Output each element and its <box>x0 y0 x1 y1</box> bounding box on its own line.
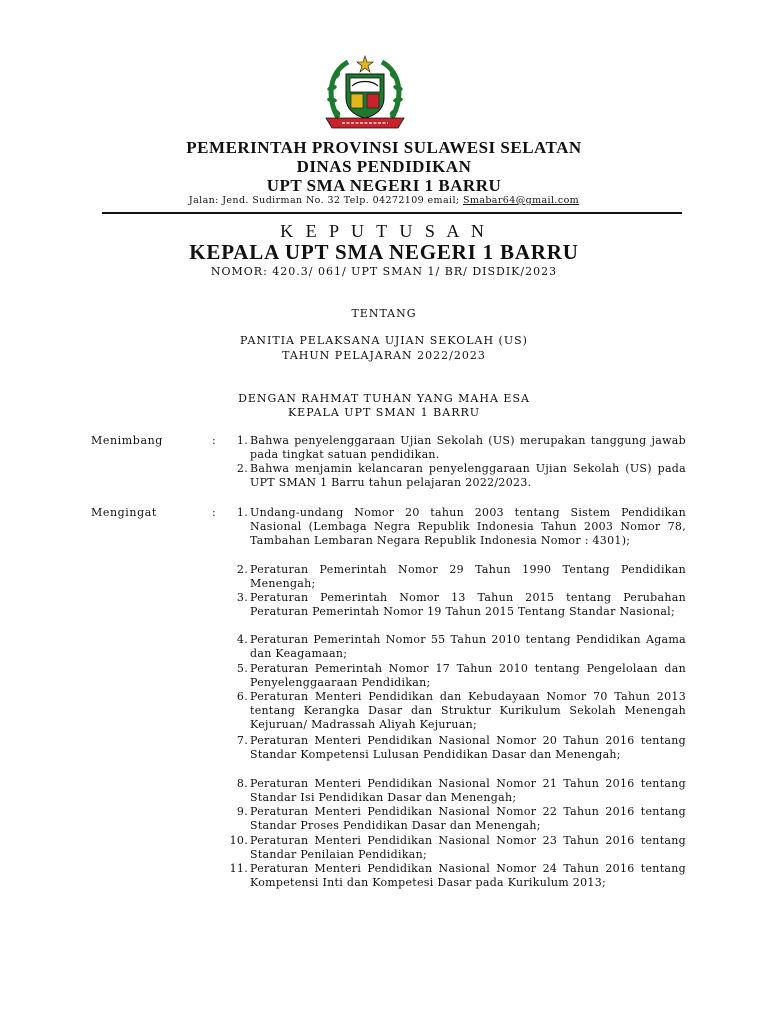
menimbang-item <box>212 434 686 462</box>
header-school: UPT SMA NEGERI 1 BARRU <box>266 176 502 195</box>
item-text: Peraturan Pemerintah Nomor 29 Tahun 1990 Tentang Pendidikan Menengah; <box>250 563 686 590</box>
item-text: Peraturan Menteri Pendidikan Nasional Nomor 22 Tahun 2016 tentang Standar Proses Pendidikan Dasar dan Menengah; <box>250 805 686 832</box>
item-text: Peraturan Menteri Pendidikan Nasional Nomor 24 Tahun 2016 tentang Kompetensi Inti dan Kompetesi Dasar pada Kurikulum 2013; <box>250 862 686 889</box>
item-number: 10. <box>229 834 248 847</box>
item-number: 8. <box>236 777 248 790</box>
item-number: 7. <box>236 734 248 747</box>
item-number: 2. <box>236 462 248 475</box>
email-link[interactable]: Smabar64@gmail.com <box>462 195 580 206</box>
item-number: 4. <box>236 633 248 646</box>
item-number: 9. <box>236 805 248 818</box>
header-address <box>0 195 768 206</box>
item-number: 1. <box>236 434 248 447</box>
item-text: Peraturan Pemerintah Nomor 55 Tahun 2010 tentang Pendidikan Agama dan Keagamaan; <box>250 633 686 660</box>
item-text: Peraturan Pemerintah Nomor 13 Tahun 2015 tentang Perubahan Peraturan Pemerintah Nomor 19 Tahun 2015 Tentang Standar Nasional; <box>250 591 686 618</box>
item-number: 6. <box>236 690 248 703</box>
item-text: Bahwa menjamin kelancaran penyelenggaraan Ujian Sekolah (US) pada UPT SMAN 1 Barru tahun pelajaran 2022/2023. <box>250 462 686 489</box>
item-number: 11. <box>229 862 248 875</box>
item-number: 1. <box>236 506 248 519</box>
decree-subject-line2: TAHUN PELAJARAN 2022/2023 <box>282 349 486 362</box>
item-text: Bahwa penyelenggaraan Ujian Sekolah (US) merupakan tanggung jawab pada tingkat satuan pendidikan. <box>250 434 686 461</box>
mengingat-colon: : <box>212 506 216 519</box>
item-text: Peraturan Menteri Pendidikan dan Kebudayaan Nomor 70 Tahun 2013 tentang Kerangka Dasar dan Struktur Kurikulum Sekolah Menengah Kejuruan/ Madrassah Aliyah Kejuruan; <box>250 690 686 731</box>
header-government: PEMERINTAH PROVINSI SULAWESI SELATAN <box>186 138 582 157</box>
decree-rahmat-line2: KEPALA UPT SMAN 1 BARRU <box>287 406 481 419</box>
item-number: 3. <box>236 591 248 604</box>
header-department: DINAS PENDIDIKAN <box>296 157 472 176</box>
decree-subject-line1: PANITIA PELAKSANA UJIAN SEKOLAH (US) <box>240 334 528 347</box>
decree-issuer: KEPALA UPT SMA NEGERI 1 BARRU <box>189 240 579 264</box>
menimbang-item <box>212 462 686 490</box>
menimbang-label: Menimbang <box>91 434 163 447</box>
item-number: 5. <box>236 662 248 675</box>
item-text: Peraturan Menteri Pendidikan Nasional Nomor 23 Tahun 2016 tentang Standar Penilaian Pendidikan; <box>250 834 686 861</box>
sulawesi-selatan-crest-icon <box>318 52 412 136</box>
header-divider <box>102 212 682 214</box>
decree-rahmat-line1: DENGAN RAHMAT TUHAN YANG MAHA ESA <box>238 392 530 405</box>
decree-heading: K E P U T U S A N <box>280 221 488 241</box>
item-text: Peraturan Menteri Pendidikan Nasional Nomor 20 Tahun 2016 tentang Standar Kompetensi Lulusan Pendidikan Dasar dan Menengah; <box>250 734 686 761</box>
item-text: Undang-undang Nomor 20 tahun 2003 tentang Sistem Pendidikan Nasional (Lembaga Negra Republik Indonesia Tahun 2003 Nomor 78, Tambahan Lembaran Negara Republik Indonesia Nomor : 4301); <box>250 506 686 547</box>
menimbang-colon: : <box>212 434 216 447</box>
mengingat-label: Mengingat <box>91 506 157 519</box>
item-text: Peraturan Menteri Pendidikan Nasional Nomor 21 Tahun 2016 tentang Standar Isi Pendidikan Dasar dan Menengah; <box>250 777 686 804</box>
decree-number: NOMOR: 420.3/ 061/ UPT SMAN 1/ BR/ DISDIK/2023 <box>210 265 558 278</box>
item-number: 2. <box>236 563 248 576</box>
item-text: Peraturan Pemerintah Nomor 17 Tahun 2010 tentang Pengelolaan dan Penyelenggaaraan Pendidikan; <box>250 662 686 689</box>
decree-tentang: TENTANG <box>351 307 417 320</box>
address-text: Jalan: Jend. Sudirman No. 32 Telp. 04272109 email; <box>188 195 463 206</box>
